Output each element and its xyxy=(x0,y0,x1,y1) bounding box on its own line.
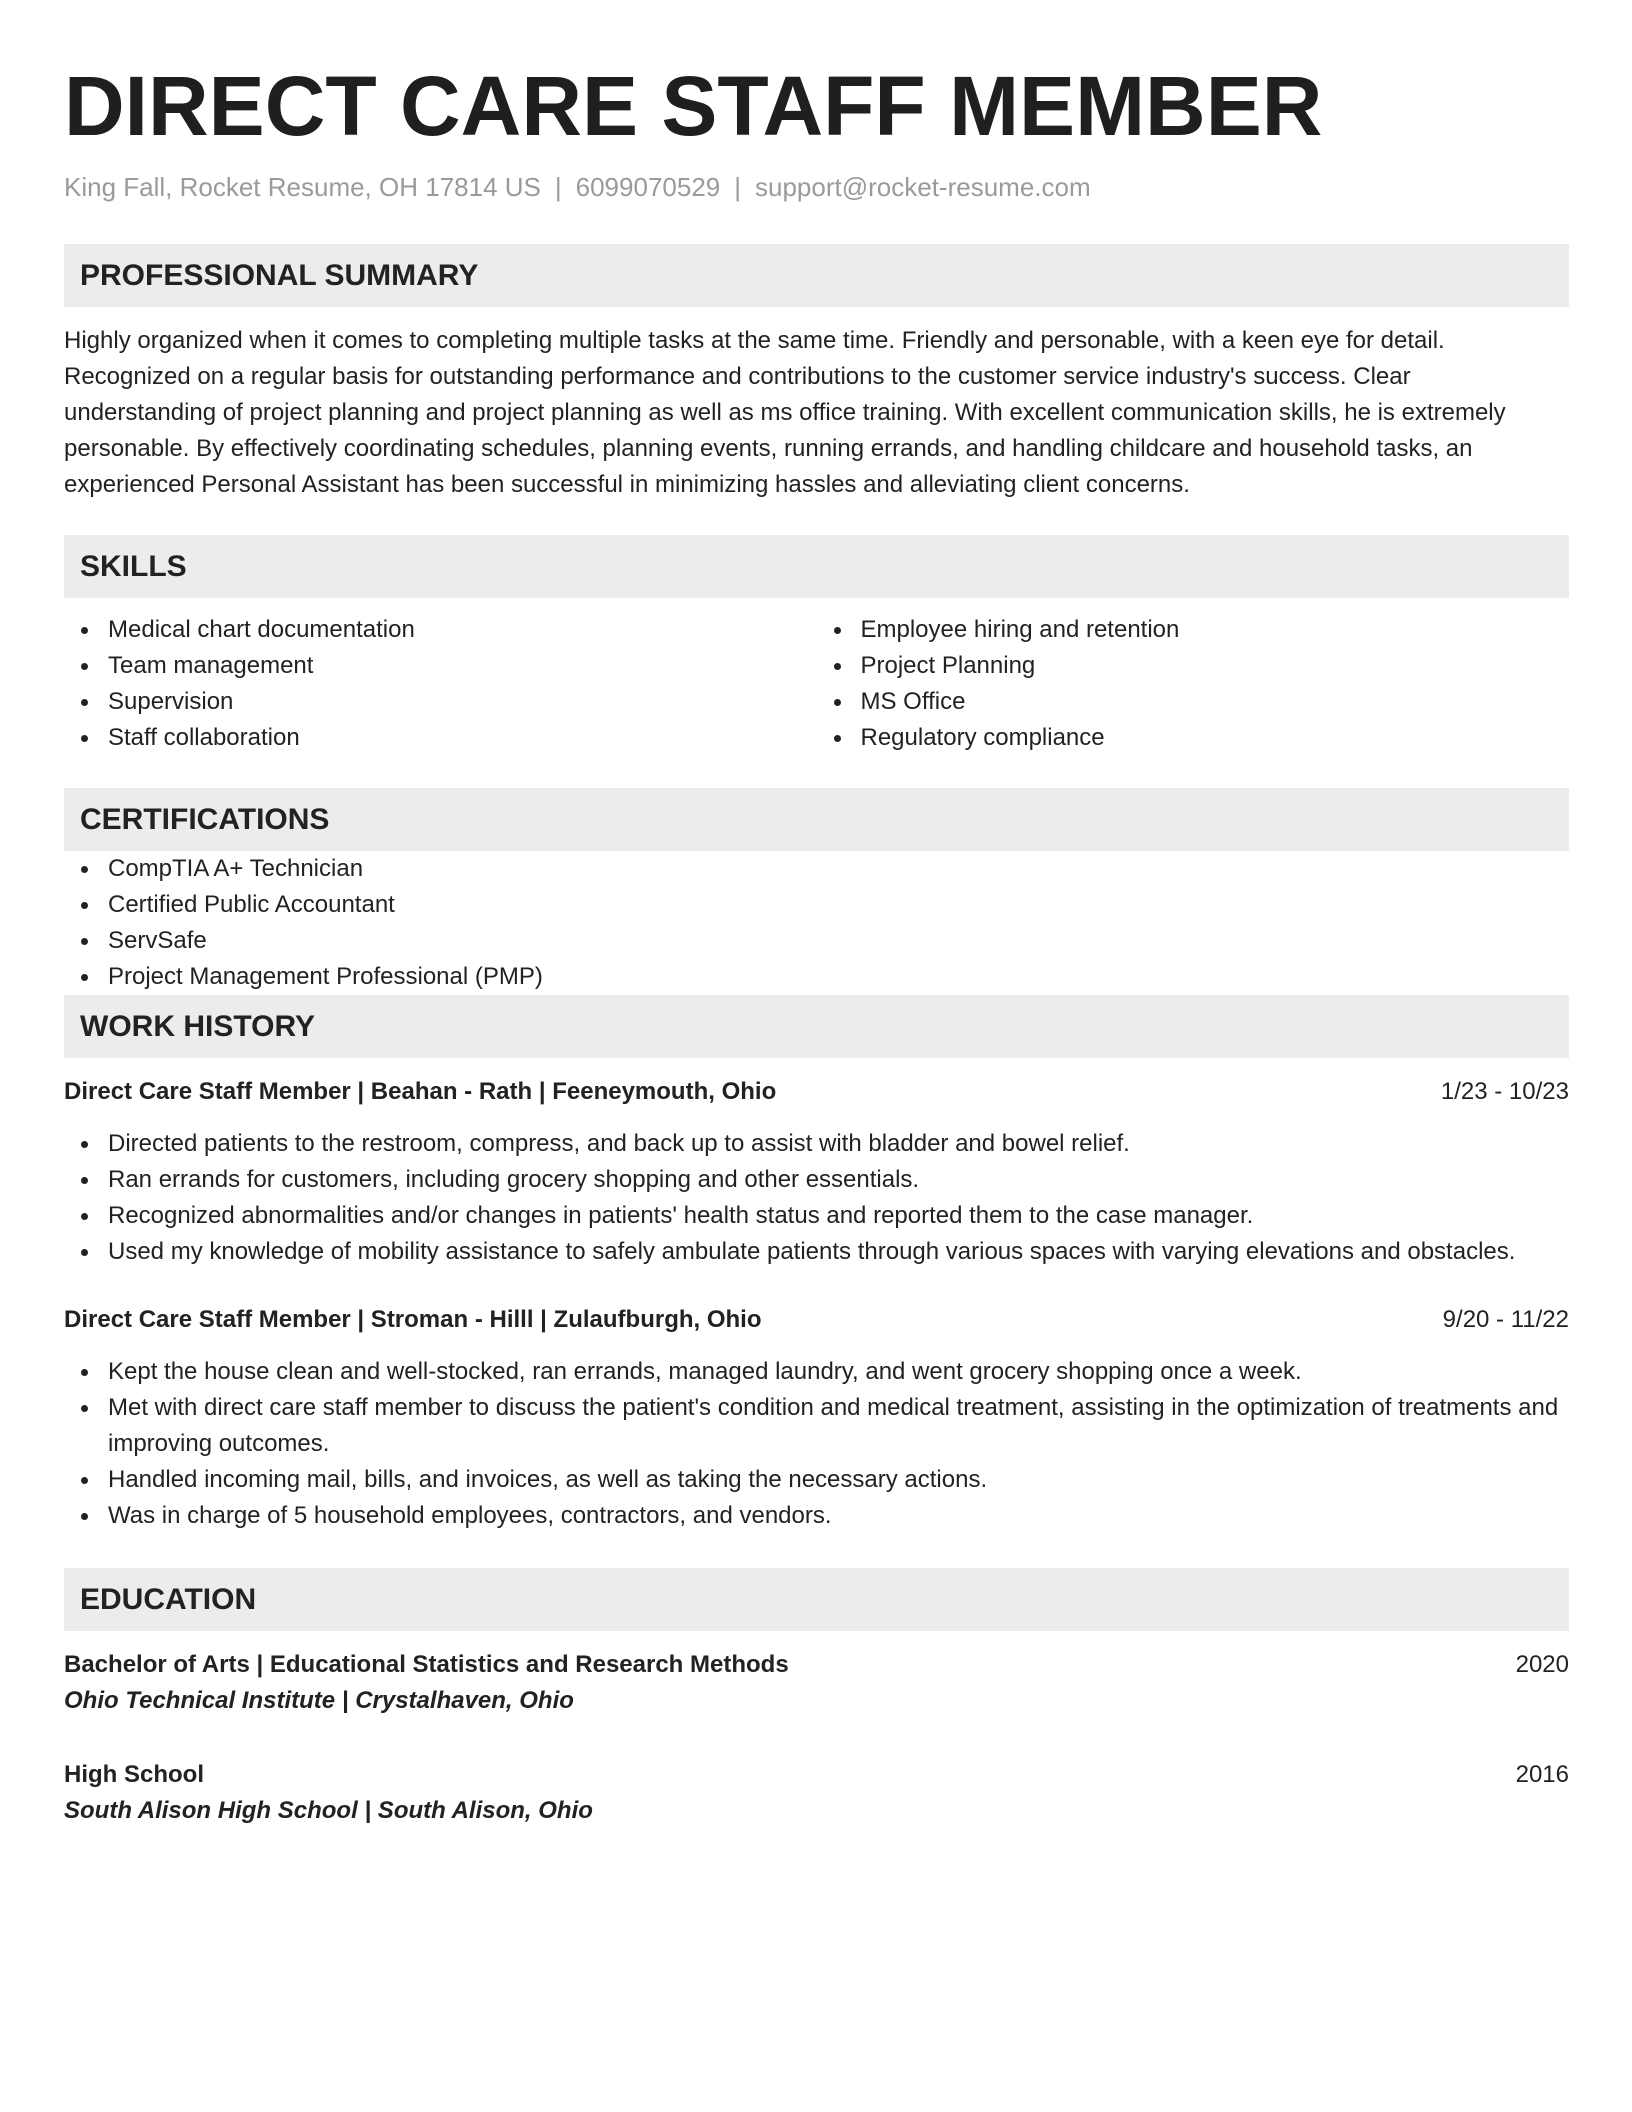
contact-phone: 6099070529 xyxy=(575,172,721,202)
job-entry xyxy=(64,1074,1569,1270)
education-header xyxy=(64,1757,1569,1793)
job-entry xyxy=(64,1302,1569,1534)
job-bullet: Ran errands for customers, including grocery shopping and other essentials. xyxy=(64,1162,1569,1198)
skill-item: Supervision xyxy=(64,684,817,720)
education-entry xyxy=(64,1757,1569,1829)
education-entry xyxy=(64,1647,1569,1719)
contact-line xyxy=(64,170,1569,204)
candidate-name: DIRECT CARE STAFF MEMBER xyxy=(64,59,1323,153)
section-header-certifications: CERTIFICATIONS xyxy=(64,788,1569,851)
summary-text: Highly organized when it comes to completing multiple tasks at the same time. Friendly and personable, with a keen eye for detail. Recognized on a regular basis for outstanding performance and contributions to the customer service industry's success. Clear understanding of project planning and project planning as well as ms office training. With excellent communication skills, he is extremely personable. By effectively coordinating schedules, planning events, running errands, and handling childcare and household tasks, an experienced Personal Assistant has been successful in minimizing hassles and alleviating client concerns. xyxy=(64,327,1506,498)
skills-section xyxy=(64,535,1569,756)
job-heading: Direct Care Staff Member | Beahan - Rath | Feeneymouth, Ohio xyxy=(64,1078,777,1105)
skill-item: Regulatory compliance xyxy=(817,720,1570,756)
skill-item: Employee hiring and retention xyxy=(817,612,1570,648)
education-degree: Bachelor of Arts | Educational Statistics and Research Methods xyxy=(64,1651,789,1678)
education-header xyxy=(64,1647,1569,1683)
contact-separator: | xyxy=(554,172,562,202)
summary-section xyxy=(64,244,1569,503)
certification-item: Project Management Professional (PMP) xyxy=(64,959,1569,995)
education-year: 2016 xyxy=(1515,1761,1569,1788)
certification-item: CompTIA A+ Technician xyxy=(64,851,1569,887)
work-history-section xyxy=(64,995,1569,1534)
job-header xyxy=(64,1074,1569,1110)
job-dates: 1/23 - 10/23 xyxy=(1440,1078,1569,1105)
certification-item: ServSafe xyxy=(64,923,1569,959)
section-header-work-history: WORK HISTORY xyxy=(64,995,1569,1058)
certifications-list xyxy=(64,851,1569,995)
section-header-summary: PROFESSIONAL SUMMARY xyxy=(64,244,1569,307)
job-header xyxy=(64,1302,1569,1338)
job-bullet: Used my knowledge of mobility assistance to safely ambulate patients through various spaces with varying elevations and obstacles. xyxy=(64,1234,1569,1270)
skill-item: MS Office xyxy=(817,684,1570,720)
contact-separator: | xyxy=(734,172,742,202)
education-year: 2020 xyxy=(1515,1651,1569,1678)
certifications-section xyxy=(64,788,1569,995)
skills-columns xyxy=(64,612,1569,756)
skills-list-left xyxy=(64,612,817,756)
education-school: South Alison High School | South Alison, Ohio xyxy=(64,1797,593,1824)
education-section xyxy=(64,1568,1569,1829)
education-degree: High School xyxy=(64,1761,204,1788)
job-bullet: Kept the house clean and well-stocked, ran errands, managed laundry, and went grocery shopping once a week. xyxy=(64,1354,1569,1390)
job-bullet: Recognized abnormalities and/or changes in patients' health status and reported them to the case manager. xyxy=(64,1198,1569,1234)
skill-item: Team management xyxy=(64,648,817,684)
education-school: Ohio Technical Institute | Crystalhaven, Ohio xyxy=(64,1687,574,1714)
contact-email: support@rocket-resume.com xyxy=(755,172,1091,202)
job-bullet: Met with direct care staff member to discuss the patient's condition and medical treatment, assisting in the optimization of treatments and improving outcomes. xyxy=(64,1390,1569,1462)
skill-item: Project Planning xyxy=(817,648,1570,684)
skill-item: Staff collaboration xyxy=(64,720,817,756)
skills-list-right xyxy=(817,612,1570,756)
certification-item: Certified Public Accountant xyxy=(64,887,1569,923)
section-header-education: EDUCATION xyxy=(64,1568,1569,1631)
contact-address: King Fall, Rocket Resume, OH 17814 US xyxy=(64,172,541,202)
job-bullet: Was in charge of 5 household employees, contractors, and vendors. xyxy=(64,1498,1569,1534)
skill-item: Medical chart documentation xyxy=(64,612,817,648)
section-header-skills: SKILLS xyxy=(64,535,1569,598)
job-dates: 9/20 - 11/22 xyxy=(1442,1306,1569,1333)
job-bullets xyxy=(64,1354,1569,1534)
job-bullets xyxy=(64,1126,1569,1270)
job-bullet: Handled incoming mail, bills, and invoices, as well as taking the necessary actions. xyxy=(64,1462,1569,1498)
job-bullet: Directed patients to the restroom, compress, and back up to assist with bladder and bowel relief. xyxy=(64,1126,1569,1162)
job-heading: Direct Care Staff Member | Stroman - Hilll | Zulaufburgh, Ohio xyxy=(64,1306,762,1333)
